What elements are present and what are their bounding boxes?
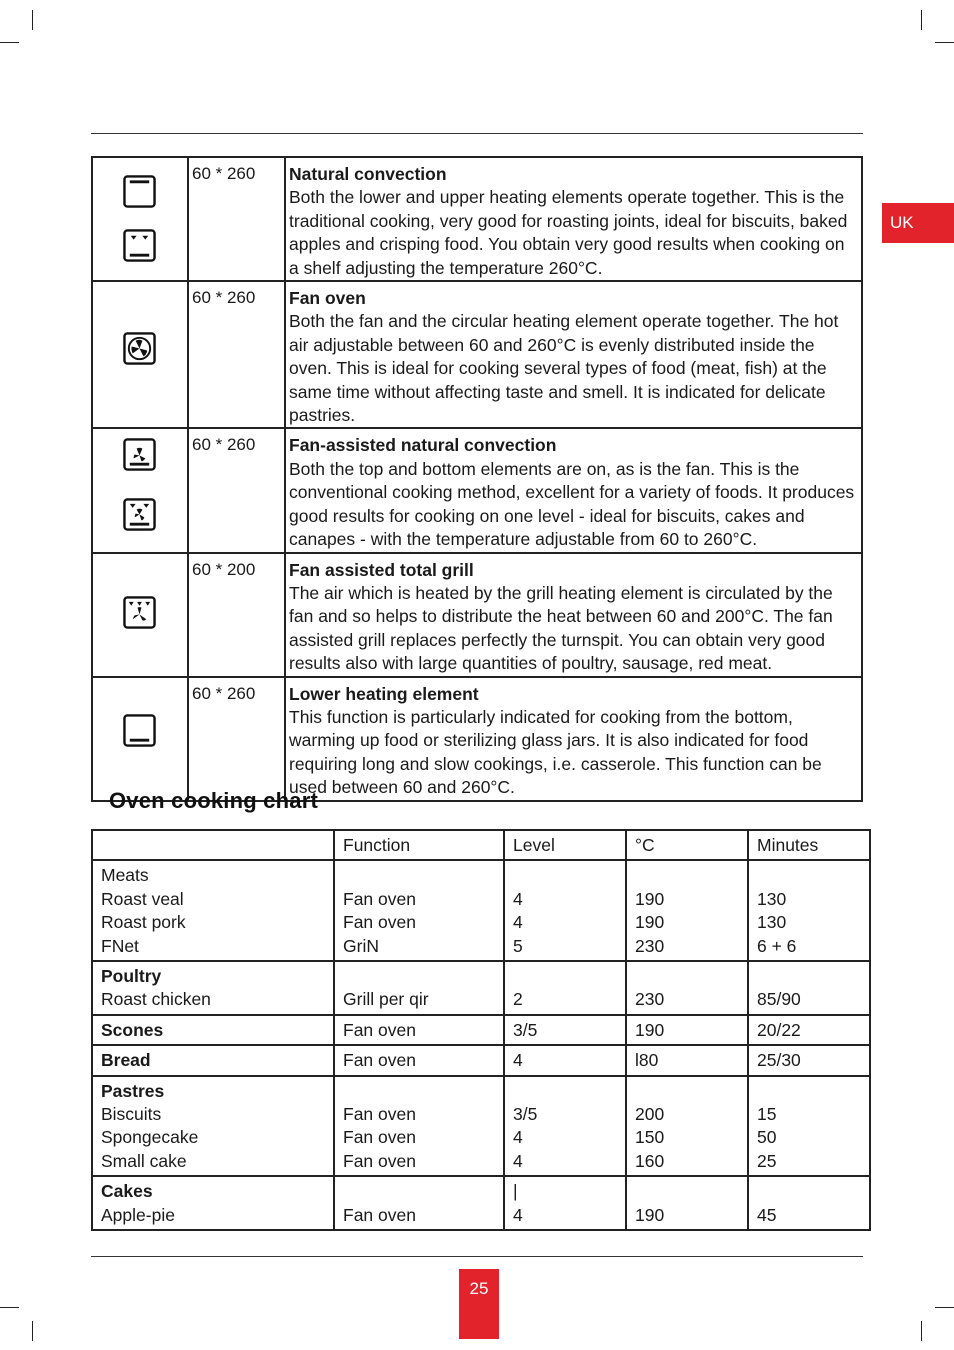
level-value: 5 <box>513 935 523 956</box>
food-cell <box>92 1176 334 1230</box>
function-text: Both the fan and the circular heating element operate together. The hot air adjustable between 60 and 260°C is evenly distributed inside the oven. This is ideal for cooking several types of food (meat, fish) at the same time without affecting taste and smell. It is indicated for delicate pastries. <box>289 311 839 426</box>
temperature-cell <box>626 1176 748 1230</box>
temperature-cell <box>626 1015 748 1045</box>
minutes-cell <box>748 961 870 1015</box>
minutes-value: 15 <box>757 1104 777 1125</box>
chart-title: Oven cooking chart <box>109 788 318 813</box>
table-row <box>92 1045 870 1075</box>
function-title: Lower heating element <box>289 683 479 704</box>
footer-rule <box>91 1256 863 1257</box>
food-name: Small cake <box>101 1150 187 1171</box>
fan-grill-icon <box>123 596 156 629</box>
function-icons-cell <box>92 677 188 801</box>
crop-mark <box>935 1307 954 1308</box>
function-value: Fan oven <box>343 912 416 933</box>
function-row <box>92 677 862 801</box>
function-description <box>285 281 862 428</box>
level-value: 3/5 <box>513 1019 538 1040</box>
oven-functions-table <box>91 156 863 802</box>
function-row <box>92 553 862 677</box>
function-text: Both the lower and upper heating elements operate together. This is the traditional cooking, very good for roasting joints, ideal for biscuits, baked apples and crisping food. You obtain very good results when cooking on a shelf adjusting the temperature 260°C. <box>289 187 848 278</box>
temperature-value: 190 <box>635 1204 665 1225</box>
table-row <box>92 1176 870 1230</box>
temperature-value: l80 <box>635 1050 659 1071</box>
function-value: Fan oven <box>343 1050 416 1071</box>
function-cell <box>334 1015 504 1045</box>
level-value: 4 <box>513 888 523 909</box>
function-icons-cell <box>92 157 188 281</box>
crop-mark <box>935 42 954 43</box>
top-heating-element-icon <box>123 175 156 208</box>
fan-ring-element-icon <box>123 332 156 365</box>
crop-mark <box>921 10 922 30</box>
function-cell <box>334 860 504 961</box>
function-text: This function is particularly indicated for cooking from the bottom, warming up food or sterilizing glass jars. It is also indicated for food requiring long and slow cookings, i.e. casserole. This function can be used between 60 and 260°C. <box>289 706 822 798</box>
table-row <box>92 961 870 1015</box>
crop-mark <box>32 1321 33 1341</box>
minutes-value: 6 + 6 <box>757 935 797 956</box>
level-value: 4 <box>513 912 523 933</box>
group-heading: Meats <box>101 865 149 886</box>
crop-mark <box>921 1321 922 1341</box>
level-cell <box>504 961 626 1015</box>
minutes-value: 130 <box>757 912 787 933</box>
function-row <box>92 281 862 428</box>
crop-mark <box>32 10 33 30</box>
temperature-value: 190 <box>635 1019 665 1040</box>
temperature-value: 160 <box>635 1150 665 1171</box>
minutes-value: 20/22 <box>757 1019 801 1040</box>
level-value: 3/5 <box>513 1104 538 1125</box>
crop-mark <box>0 42 19 43</box>
function-text: The air which is heated by the grill heating element is circulated by the fan and so helps to distribute the heat between 60 and 200°C. The fan assisted grill replaces perfectly the turnspit. You can obtain very good results also with large quantities of poultry, sausage, red meat. <box>289 582 833 674</box>
food-cell <box>92 1076 334 1177</box>
temperature-value: 230 <box>635 935 665 956</box>
temperature-value: 200 <box>635 1104 665 1125</box>
temperature-range: 60 * 260 <box>188 677 285 801</box>
function-description <box>285 677 862 801</box>
food-name: Spongecake <box>101 1127 199 1148</box>
function-description <box>285 428 862 552</box>
food-cell <box>92 860 334 961</box>
page-number: 25 <box>459 1269 499 1339</box>
temperature-cell <box>626 961 748 1015</box>
function-value: Fan oven <box>343 1127 416 1148</box>
function-description <box>285 553 862 677</box>
temperature-range: 60 * 200 <box>188 553 285 677</box>
fan-with-top-bottom-element-icon <box>123 498 156 531</box>
temperature-range: 60 * 260 <box>188 157 285 281</box>
food-name: Apple-pie <box>101 1204 175 1225</box>
header-rule <box>91 133 863 134</box>
minutes-value: 25/30 <box>757 1050 801 1071</box>
function-title: Natural convection <box>289 164 447 184</box>
temperature-cell <box>626 1045 748 1075</box>
function-text: Both the top and bottom elements are on, as is the fan. This is the conventional cooking method, excellent for a variety of foods. It produces good results for cooking on one level - ideal for biscuits, cakes and canapes - with the temperature adjustable from 60 to 260°C. <box>289 458 855 550</box>
function-row <box>92 428 862 552</box>
group-heading: Pastres <box>101 1080 165 1101</box>
level-cell <box>504 860 626 961</box>
food-cell <box>92 961 334 1015</box>
level-value: | <box>513 1181 518 1202</box>
language-tab: UK <box>882 203 954 243</box>
level-cell <box>504 1176 626 1230</box>
header-cell-function: Function <box>334 830 504 860</box>
function-cell <box>334 1076 504 1177</box>
header-cell-temperature: °C <box>626 830 748 860</box>
header-cell-minutes: Minutes <box>748 830 870 860</box>
function-cell <box>334 961 504 1015</box>
temperature-cell <box>626 1076 748 1177</box>
group-heading: Scones <box>101 1019 164 1040</box>
function-title: Fan-assisted natural convection <box>289 435 557 456</box>
minutes-value: 25 <box>757 1150 777 1171</box>
level-cell <box>504 1015 626 1045</box>
temperature-value: 190 <box>635 912 665 933</box>
crop-mark <box>0 1307 19 1308</box>
temperature-range: 60 * 260 <box>188 428 285 552</box>
food-cell <box>92 1045 334 1075</box>
function-description <box>285 157 862 281</box>
function-value: Fan oven <box>343 1019 416 1040</box>
group-heading: Poultry <box>101 966 162 987</box>
function-icons-cell <box>92 553 188 677</box>
temperature-value: 230 <box>635 989 665 1010</box>
level-value: 4 <box>513 1150 523 1171</box>
function-title: Fan oven <box>289 288 366 309</box>
function-icons-cell <box>92 428 188 552</box>
minutes-cell <box>748 1045 870 1075</box>
temperature-value: 150 <box>635 1127 665 1148</box>
minutes-value: 45 <box>757 1204 777 1225</box>
level-value: 2 <box>513 989 523 1010</box>
minutes-value: 85/90 <box>757 989 801 1010</box>
function-row <box>92 157 862 281</box>
level-value: 4 <box>513 1204 523 1225</box>
function-icons-cell <box>92 281 188 428</box>
bottom-heating-element-icon <box>123 229 156 262</box>
group-heading: Bread <box>101 1050 151 1071</box>
level-value: 4 <box>513 1050 523 1071</box>
table-row <box>92 860 870 961</box>
food-name: Roast pork <box>101 912 186 933</box>
level-value: 4 <box>513 1127 523 1148</box>
minutes-value: 50 <box>757 1127 777 1148</box>
food-name: Roast chicken <box>101 989 211 1010</box>
function-title: Fan assisted total grill <box>289 559 474 580</box>
level-cell <box>504 1045 626 1075</box>
minutes-cell <box>748 860 870 961</box>
group-heading: Cakes <box>101 1181 153 1202</box>
function-value: GriN <box>343 935 379 956</box>
fan-with-bottom-element-icon <box>123 438 156 471</box>
function-cell <box>334 1176 504 1230</box>
food-name: Biscuits <box>101 1104 162 1125</box>
food-name: FNet <box>101 935 139 956</box>
function-value: Fan oven <box>343 1150 416 1171</box>
function-value: Fan oven <box>343 888 416 909</box>
function-value: Grill per qir <box>343 989 429 1010</box>
minutes-cell <box>748 1176 870 1230</box>
table-row <box>92 1015 870 1045</box>
level-cell <box>504 1076 626 1177</box>
function-cell <box>334 1045 504 1075</box>
lower-heating-element-icon <box>123 714 156 747</box>
chart-header-row <box>92 830 870 860</box>
cooking-chart-table <box>91 829 871 1231</box>
temperature-cell <box>626 860 748 961</box>
food-name: Roast veal <box>101 888 184 909</box>
temperature-range: 60 * 260 <box>188 281 285 428</box>
function-value: Fan oven <box>343 1104 416 1125</box>
temperature-value: 190 <box>635 888 665 909</box>
food-cell <box>92 1015 334 1045</box>
function-value: Fan oven <box>343 1204 416 1225</box>
minutes-cell <box>748 1015 870 1045</box>
header-cell-food <box>92 830 334 860</box>
header-cell-level: Level <box>504 830 626 860</box>
table-row <box>92 1076 870 1177</box>
minutes-value: 130 <box>757 888 787 909</box>
minutes-cell <box>748 1076 870 1177</box>
